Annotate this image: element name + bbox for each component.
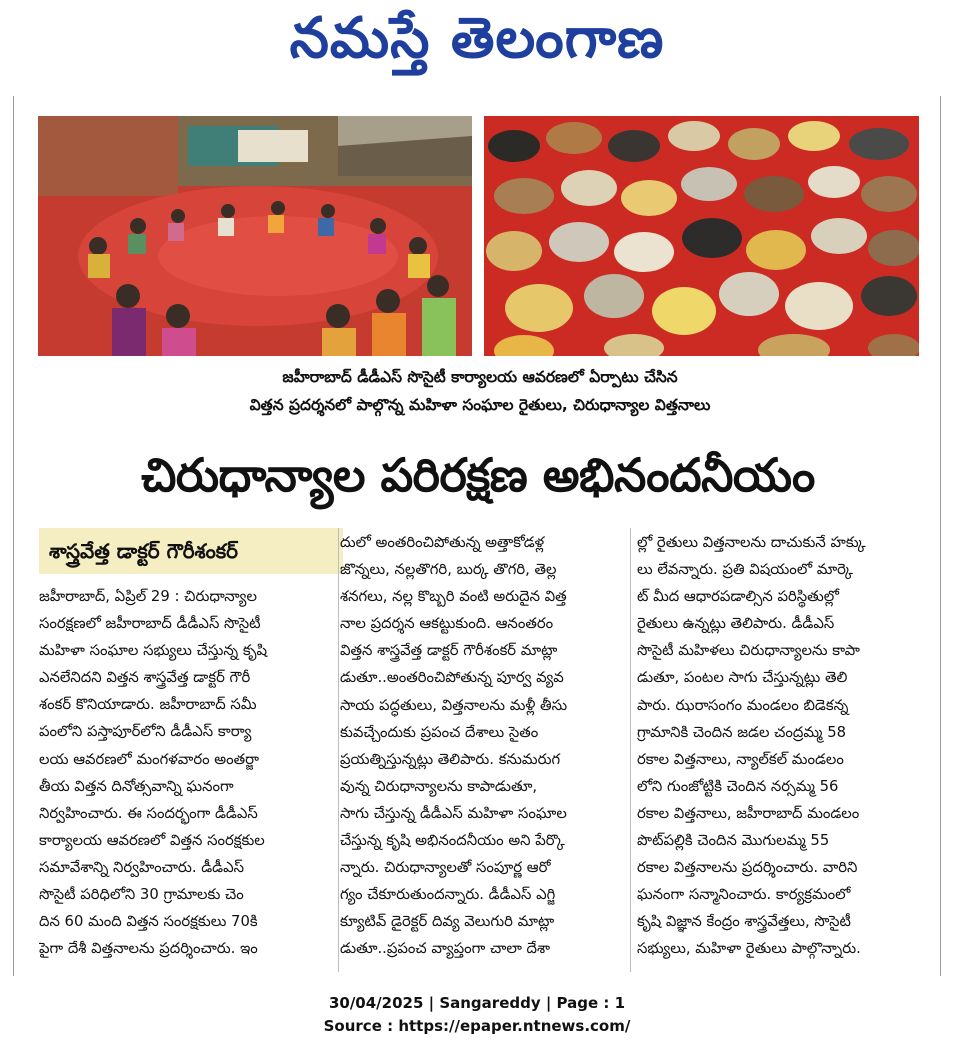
footer-edition-info: 30/04/2025 | Sangareddy | Page : 1 (328, 994, 626, 1012)
text-line: లోని గుంజోట్టికి చెందిన నర్సమ్మ 56 (637, 777, 839, 795)
text-line: ప్రయత్నిస్తున్నట్లు తెలిపారు. కనుమరుగ (340, 750, 561, 768)
page-border-right (940, 96, 941, 976)
article-column-2 (340, 529, 626, 963)
page-border-left (13, 96, 14, 976)
text-line: క్యూటివ్ డైరెక్టర్ దివ్య వెలుగురి మాట్లా (340, 913, 555, 931)
text-line: డుతూ..ప్రపంచ వ్యాప్తంగా చాలా దేశా (340, 940, 551, 958)
text-line: ల్లో రైతులు విత్తనాలను దాచుకునే హక్కు (637, 534, 866, 551)
text-line: చేస్తున్న కృషి అభినందనీయం అని పేర్కొ (340, 832, 565, 850)
text-line: మహిళా సంఘాల సభ్యులు చేస్తున్న కృషి (39, 642, 268, 660)
text-line: ఎనలేనిదని విత్తన శాస్త్రవేత్త డాక్టర్ గౌరీ (39, 669, 251, 687)
article-column-1 (39, 583, 339, 962)
masthead-title: నమస్తే తెలంగాణ (289, 6, 665, 71)
newspaper-masthead (0, 0, 954, 80)
text-line: పైగా దేశీ విత్తనాలను ప్రదర్శించారు. ఇం (39, 940, 258, 958)
text-line: నిర్వహించారు. ఈ సందర్భంగా డీడీఎస్ (39, 804, 258, 822)
text-line: గ్యం చేకూరుతుందన్నారు. డీడీఎస్ ఎగ్జి (340, 886, 556, 904)
photo-caption-line-1: జహీరాబాద్ డీడీఎస్ సొసైటీ కార్యాలయ ఆవరణలో ఏర్పాటు చేసిన (282, 368, 678, 386)
text-line: సొసైటీ పరిధిలోని 30 గ్రామాలకు చెం (39, 886, 244, 904)
photo-caption-line-2: విత్తన ప్రదర్శనలో పాల్గొన్న మహిళా సంఘాల రైతులు, చిరుధాన్యాల విత్తనాలు (249, 396, 711, 414)
text-line: సమావేశాన్ని నిర్వహించారు. డీడీఎస్ (39, 858, 245, 876)
text-line: లు లేవన్నారు. ప్రతి విషయంలో మార్కె (637, 561, 853, 579)
column-divider-2 (630, 528, 631, 972)
text-line: కృషి విజ్ఞాన కేంద్రం శాస్త్రవేత్తలు, సొసైటీ (637, 913, 851, 931)
text-line: దులో అంతరించిపోతున్న అత్తాకోడళ్ల (340, 534, 545, 551)
text-line: సొసైటీ మహిళలు చిరుధాన్యాలను కాపా (637, 642, 860, 660)
text-line: వున్న చిరుధాన్యాలను కాపాడుతూ, (340, 777, 538, 795)
photo-seed-exhibition-gathering (38, 116, 472, 356)
text-line: తీయ విత్తన దినోత్సవాన్ని ఘనంగా (39, 777, 234, 795)
photo-millet-seed-heaps (484, 116, 919, 356)
article-byline: శాస్త్రవేత్త డాక్టర్ గౌరీశంకర్ (39, 528, 343, 574)
text-line: జొన్నలు, నల్లతొగరి, బుర్క తొగరి, తెల్ల (340, 561, 557, 579)
text-line: పొట్‌పల్లికి చెందిన మొగులమ్మ 55 (637, 832, 830, 850)
footer-source-link[interactable]: Source : https://epaper.ntnews.com/ (323, 1017, 631, 1035)
article-column-3 (637, 529, 919, 963)
text-line: ట్ మీద ఆధారపడాల్సిన పరిస్థితుల్లో (637, 588, 840, 606)
text-line: రకాల విత్తనాలు, జహీరాబాద్ మండలం (637, 804, 860, 822)
text-line: పారు. ఝరాసంగం మండలం బిడెకన్న (637, 696, 849, 714)
seed-heaps-illustration (484, 116, 919, 356)
text-line: శంకర్ కొనియాడారు. జహీరాబాద్ సమీ (39, 696, 257, 714)
text-line: సాగు చేస్తున్న డీడీఎస్ మహిళా సంఘాల (340, 804, 567, 822)
text-line: జహీరాబాద్, ఏప్రిల్ 29 : చిరుధాన్యాల (39, 588, 257, 605)
text-line: గ్రామానికి చెందిన జడల చంద్రమ్మ 58 (637, 723, 847, 741)
text-line: శనగలు, నల్ల కొబ్బరి వంటి అరుదైన విత్త (340, 588, 567, 606)
text-line: సాయ పద్ధతులు, విత్తనాలను మళ్లీ తీసు (340, 696, 568, 714)
text-line: డుతూ, పంటల సాగు చేస్తున్నట్లు తెలి (637, 669, 848, 687)
text-line: కార్యాలయ ఆవరణలో విత్తన సంరక్షకుల (39, 831, 265, 849)
text-line: రకాల విత్తనాలను ప్రదర్శించారు. వారిని (637, 859, 858, 877)
text-line: సభ్యులు, మహిళా రైతులు పాల్గొన్నారు. (637, 940, 861, 958)
text-line: డుతూ..అంతరించిపోతున్న పూర్వ వ్యవ (340, 669, 564, 687)
gathering-illustration (38, 116, 472, 356)
article-headline: చిరుధాన్యాల పరిరక్షణ అభినందనీయం (141, 448, 815, 502)
text-line: పంలోని పస్తాపూర్‌లోని డీడీఎస్ కార్యా (39, 723, 252, 741)
text-line: న్నారు. చిరుధాన్యాలతో సంపూర్ణ ఆరో (340, 859, 551, 877)
text-line: దిన 60 మంది విత్తన సంరక్షకులు 70కి (39, 913, 258, 931)
text-line: ఘనంగా సన్మానించారు. కార్యక్రమంలో (637, 886, 851, 904)
text-line: సంరక్షణలో జహీరాబాద్ డీడీఎస్ సొసైటీ (39, 615, 261, 633)
text-line: విత్తన శాస్త్రవేత్త డాక్టర్ గౌరీశంకర్ మాట్లా (340, 642, 558, 660)
text-line: లయ ఆవరణలో మంగళవారం అంతర్జా (39, 750, 260, 768)
text-line: రైతులు ఉన్నట్లు తెలిపారు. డీడీఎస్ (637, 615, 835, 633)
text-line: రకాల విత్తనాలు, న్యాల్‌కల్ మండలం (637, 750, 844, 768)
text-line: నాల ప్రదర్శన ఆకట్టుకుంది. ఆనంతరం (340, 615, 554, 633)
text-line: కువచ్చేందుకు ప్రపంచ దేశాలు సైతం (340, 723, 539, 741)
